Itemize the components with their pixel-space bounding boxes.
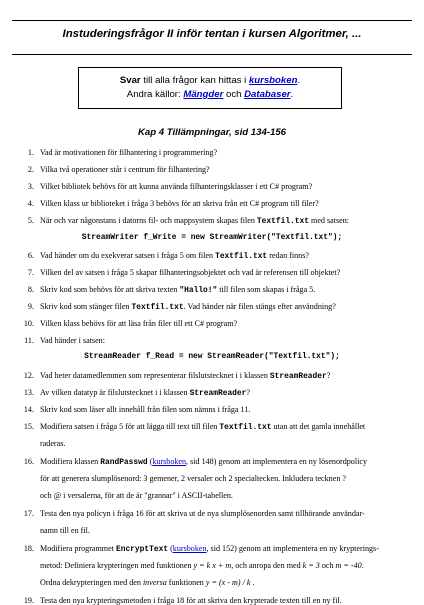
kursboken-link[interactable]: kursboken: [172, 544, 207, 553]
question-number: 16.: [23, 457, 34, 466]
question-text: Vilken klass ur biblioteket i fråga 3 behövs för att skriva från ett C# program till filer?: [40, 199, 319, 208]
question-number: 8.: [27, 285, 34, 294]
section-heading: Kap 4 Tillämpningar, sid 134-156: [137, 127, 287, 138]
inline-code: StreamReader: [189, 389, 247, 398]
question-text: Modifiera klassen RandPasswd (kursboken, sid 148) genom att implementera en ny lösenordpolicy: [40, 457, 367, 467]
question-continuation: metod: Definiera krypteringen med funktionen y = k x + m, och anropa den med k = 3 och m = -40.: [40, 561, 364, 570]
emphasis: inversa: [142, 578, 167, 587]
inline-code: Textfil.txt: [256, 217, 309, 226]
question-number: 9.: [27, 302, 34, 311]
question-number: 13.: [23, 388, 34, 397]
code-line: StreamReader f_Read = new StreamReader("Textfil.txt");: [84, 352, 340, 361]
question-text: Skriv kod som stänger filen Textfil.txt. Vad händer när filen stängs efter användning?: [40, 302, 336, 312]
header-rule-top: [12, 20, 412, 21]
question-continuation: Ordna dekrypteringen med den inversa funktionen y = (x - m) / k .: [40, 578, 255, 587]
question-number: 7.: [27, 268, 34, 277]
formula: y = (x - m) / k: [205, 578, 251, 587]
question-number: 10.: [23, 319, 34, 328]
question-continuation: och @ i versalerna, för att de är "grannar" i ASCII-tabellen.: [40, 491, 233, 500]
formula: m = -40: [335, 561, 362, 570]
question-text: Vad händer om du exekverar satsen i fråga 5 om filen Textfil.txt redan finns?: [40, 251, 309, 261]
question-text: Modifiera programmet EncryptText (kursboken, sid 152) genom att implementera en ny krypterings-: [40, 544, 379, 554]
question-number: 4.: [27, 199, 34, 208]
question-number: 2.: [27, 165, 34, 174]
inline-code: RandPasswd: [100, 458, 148, 467]
question-number: 5.: [27, 216, 34, 225]
inline-code: StreamReader: [269, 372, 327, 381]
question-number: 18.: [23, 544, 34, 553]
question-text: Vilken klass behövs för att läsa från filer till ett C# program?: [40, 319, 238, 328]
page-title: Instuderingsfrågor II inför tentan i kursen Algoritmer, ...: [62, 28, 362, 40]
question-number: 14.: [23, 405, 34, 414]
svar-label: Svar: [119, 75, 141, 86]
mangder-link[interactable]: Mängder: [183, 89, 224, 100]
answer-sources-box: [78, 67, 342, 109]
inline-code: Textfil.txt: [219, 423, 272, 432]
question-text: Vad är motivationen för filhantering i programmering?: [40, 148, 218, 157]
question-text: Vilken del av satsen i fråga 5 skapar filhanteringsobjektet och vad är referensen till objektet?: [40, 268, 341, 277]
question-text: Modifiera satsen i fråga 5 för att lägga till text till filen Textfil.txt utan att det gamla innehållet: [40, 422, 366, 432]
inline-code: EncryptText: [115, 545, 169, 554]
sources-line: [79, 88, 341, 102]
question-number: 17.: [23, 509, 34, 518]
question-text: Vad heter datamedlemmen som representerar filslutstecknet i i klassen StreamReader?: [40, 371, 331, 381]
question-number: 19.: [23, 596, 34, 605]
code-line: StreamWriter f_Write = new StreamWriter("Textfil.txt");: [81, 233, 343, 242]
question-text: Skriv kod som behövs för att skriva texten "Hallo!" till filen som skapas i fråga 5.: [40, 285, 316, 295]
inline-code: Textfil.txt: [131, 303, 184, 312]
question-text: Vad händer i satsen:: [40, 336, 105, 345]
page-header: [0, 0, 424, 62]
question-number: 12.: [23, 371, 34, 380]
question-number: 3.: [27, 182, 34, 191]
question-text: Testa den nya policyn i fråga 16 för att skriva ut de nya slumplösenorden samt tillhörande användar-: [40, 509, 365, 518]
sources-label: Andra källor:: [126, 89, 184, 100]
question-number: 11.: [24, 336, 34, 345]
header-rule-bottom: [12, 54, 412, 55]
answer-text: till alla frågor kan hittas i: [140, 75, 249, 86]
kursboken-link[interactable]: kursboken: [152, 457, 187, 466]
question-text: Skriv kod som läser allt innehåll från filen som nämns i fråga 11.: [40, 405, 251, 414]
question-text: Testa den nya krypteringsmetoden i fråga 18 för att skriva den krypterade texten till en ny fil.: [40, 596, 342, 605]
question-number: 6.: [27, 251, 34, 260]
inline-code: Textfil.txt: [215, 252, 268, 261]
databaser-link[interactable]: Databaser: [244, 89, 291, 100]
sources-dot: .: [290, 89, 294, 100]
question-continuation: för att generera slumplösenord: 3 gemener, 2 versaler och 2 specialtecken. Inkludera tecknen ?: [40, 474, 346, 483]
answer-dot: .: [297, 75, 301, 86]
question-text: Vilket bibliotek behövs för att kunna använda filhanteringsklasser i ett C# program?: [40, 182, 313, 191]
formula: y = k x + m: [193, 561, 232, 570]
sources-och: och: [223, 89, 245, 100]
inline-code: "Hallo!": [179, 286, 218, 295]
question-text: När och var någonstans i datorns fil- och mappsystem skapas filen Textfil.txt med satsen:: [40, 216, 350, 226]
question-continuation: raderas.: [40, 439, 66, 448]
formula: k = 3: [302, 561, 320, 570]
question-number: 15.: [23, 422, 34, 431]
kursboken-link[interactable]: kursboken: [248, 75, 298, 86]
answer-line: [79, 74, 341, 88]
question-continuation: namn till en fil.: [40, 526, 90, 535]
question-text: Vilka två operationer står i centrum för filhantering?: [40, 165, 210, 174]
question-text: Av vilken datatyp är filslutstecknet i i klassen StreamReader?: [40, 388, 250, 398]
question-number: 1.: [27, 148, 34, 157]
